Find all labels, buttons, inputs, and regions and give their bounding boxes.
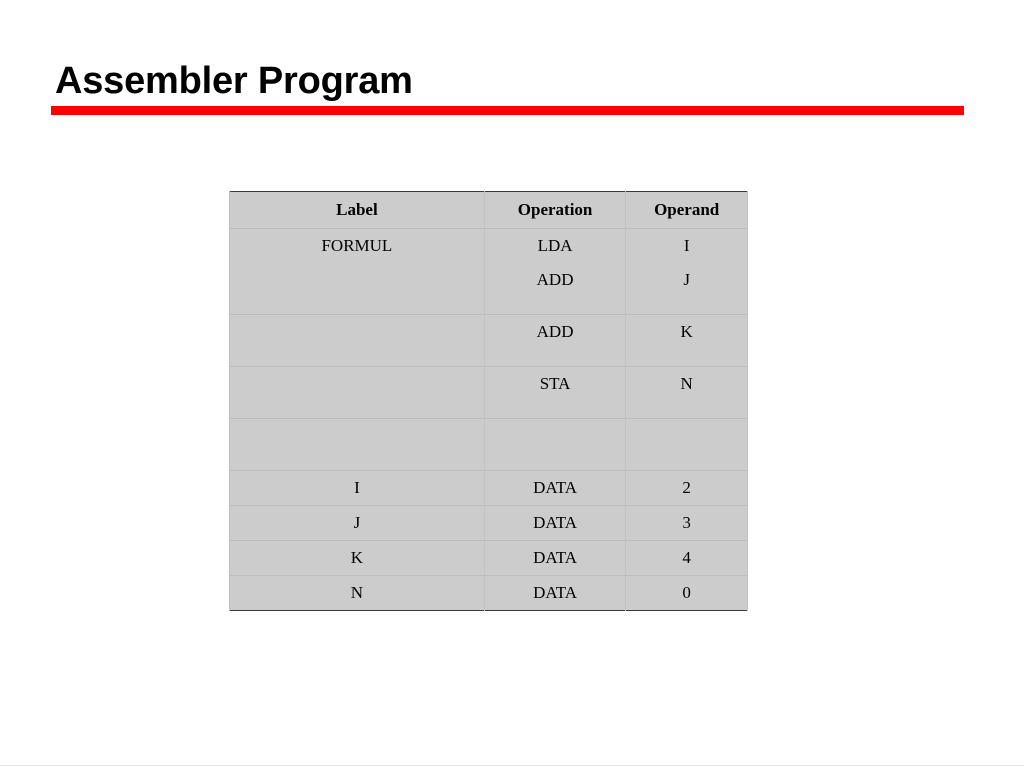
slide-title: Assembler Program (55, 60, 413, 102)
table-row (230, 419, 748, 471)
cell-text: N (680, 374, 693, 393)
cell-text (230, 419, 484, 453)
cell-operand (626, 471, 748, 506)
table-header-row (230, 192, 748, 229)
cell-text: I (354, 478, 360, 497)
table-row (230, 506, 748, 541)
cell-operand (626, 576, 748, 611)
header-operation: Operation (484, 192, 626, 229)
cell-label (230, 229, 485, 315)
cell-operation (484, 315, 626, 367)
cell-text: 2 (682, 478, 691, 497)
cell-text (230, 315, 484, 349)
cell-text (230, 263, 484, 297)
cell-text: 3 (682, 513, 691, 532)
cell-label (230, 541, 485, 576)
cell-text: K (350, 548, 364, 567)
cell-label (230, 315, 485, 367)
cell-text: STA (539, 374, 571, 393)
table-row (230, 367, 748, 419)
cell-text: J (683, 270, 690, 289)
table-row (230, 541, 748, 576)
cell-label (230, 576, 485, 611)
cell-text: I (683, 236, 690, 255)
cell-text (230, 367, 484, 401)
cell-operand (626, 315, 748, 367)
cell-text: K (680, 322, 693, 341)
cell-operation (484, 506, 626, 541)
cell-operation (484, 419, 626, 471)
assembler-program-table (229, 191, 748, 611)
table-row (230, 229, 748, 315)
cell-text: 0 (682, 583, 691, 602)
header-label: Label (230, 192, 485, 229)
cell-operand (626, 367, 748, 419)
cell-operand (626, 506, 748, 541)
cell-operand (626, 541, 748, 576)
cell-text: ADD (536, 322, 574, 341)
cell-text: DATA (533, 583, 578, 602)
cell-operation (484, 576, 626, 611)
cell-text: J (353, 513, 361, 532)
title-underline (51, 106, 964, 115)
cell-operand (626, 419, 748, 471)
cell-text: DATA (533, 513, 578, 532)
cell-text (485, 419, 626, 453)
cell-text: LDA (537, 236, 573, 255)
cell-text (626, 419, 747, 453)
slide-bottom-edge (0, 765, 1024, 766)
header-operand: Operand (626, 192, 748, 229)
cell-label (230, 367, 485, 419)
cell-operation (484, 367, 626, 419)
cell-operation (484, 471, 626, 506)
cell-text: ADD (536, 270, 574, 289)
table-row (230, 576, 748, 611)
cell-text: N (350, 583, 364, 602)
cell-text: FORMUL (321, 236, 393, 255)
cell-label (230, 471, 485, 506)
cell-label (230, 419, 485, 471)
cell-operation (484, 229, 626, 315)
table-row (230, 315, 748, 367)
table-row (230, 471, 748, 506)
cell-operation (484, 541, 626, 576)
cell-label (230, 506, 485, 541)
cell-text: DATA (533, 548, 578, 567)
cell-text: DATA (533, 478, 578, 497)
cell-text: 4 (682, 548, 691, 567)
cell-operand (626, 229, 748, 315)
